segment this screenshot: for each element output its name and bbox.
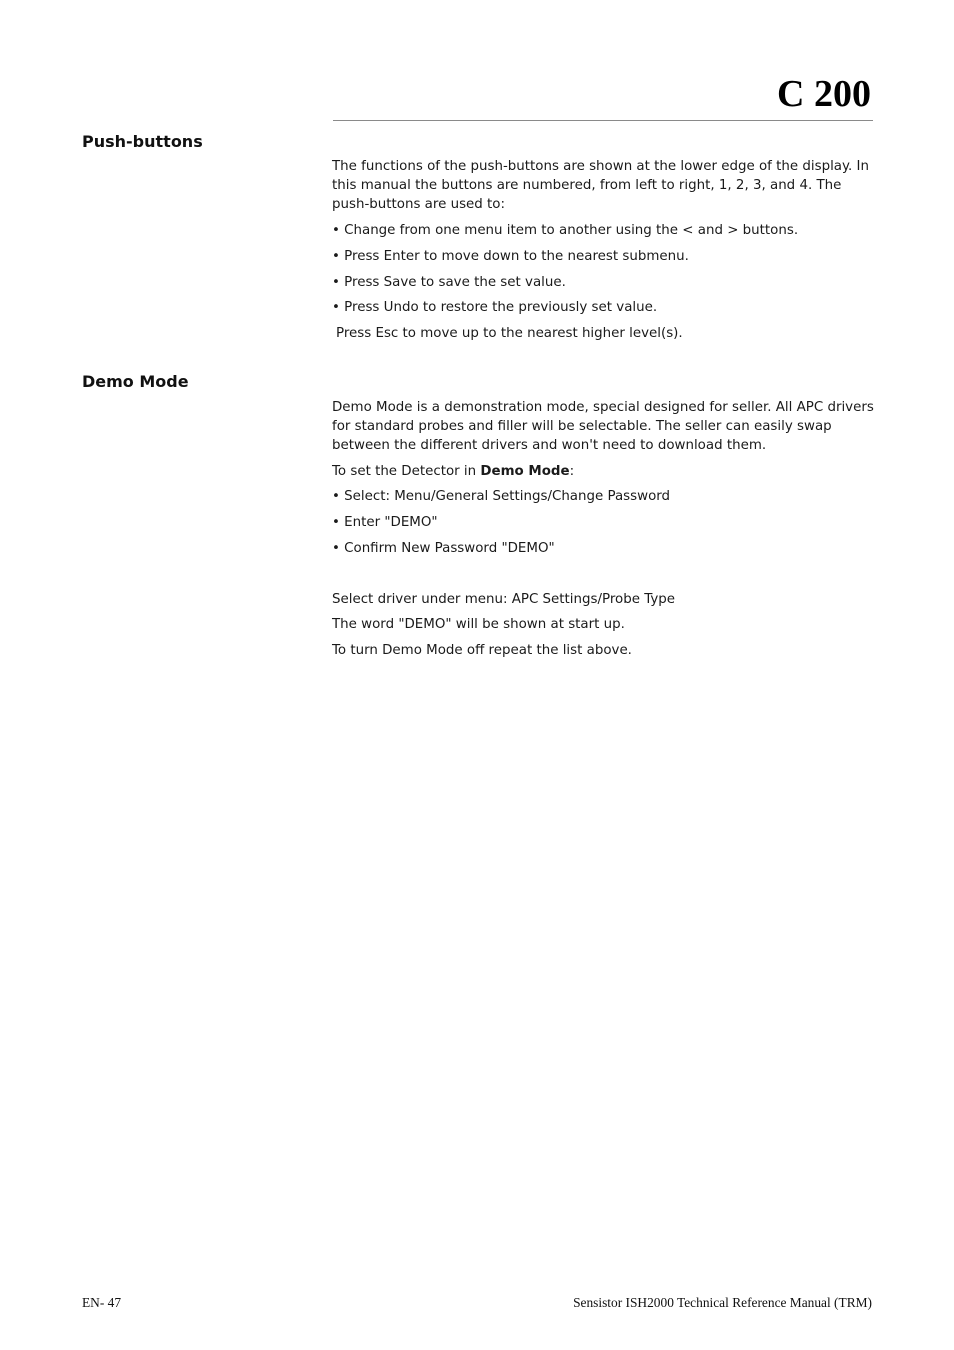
list-item: • Press Undo to restore the previously set value. [332, 300, 658, 315]
demo-mode-after-line: Select driver under menu: APC Settings/Probe Type [332, 592, 675, 607]
section-heading-demo-mode: Demo Mode [82, 372, 189, 391]
push-buttons-intro: The functions of the push-buttons are shown at the lower edge of the display. In this manual the buttons are numbered, from left to right, 1, 2, 3, and 4. The push-buttons are used to: [332, 159, 869, 212]
footer-manual-title: Sensistor ISH2000 Technical Reference Manual (TRM) [573, 1295, 872, 1310]
list-item: • Select: Menu/General Settings/Change Password [332, 489, 671, 504]
list-item: • Press Save to save the set value. [332, 275, 566, 290]
demo-mode-set-suffix: : [569, 464, 575, 479]
demo-mode-after-line: The word "DEMO" will be shown at start up. [332, 617, 625, 632]
demo-mode-set-bold: Demo Mode [480, 464, 570, 479]
demo-mode-intro: Demo Mode is a demonstration mode, special designed for seller. All APC drivers for standard probes and filler will be selectable. The seller can easily swap between the different drivers and won't need to download them. [332, 400, 874, 453]
footer-page-number: EN- 47 [82, 1295, 122, 1310]
list-item: • Confirm New Password "DEMO" [332, 541, 555, 556]
push-buttons-closing: Press Esc to move up to the nearest higher level(s). [336, 326, 683, 341]
header-rule [333, 120, 873, 121]
list-item: • Change from one menu item to another using the < and > buttons. [332, 223, 799, 238]
demo-mode-set-prefix: To set the Detector in [332, 464, 481, 479]
list-item: • Press Enter to move down to the nearest submenu. [332, 249, 689, 264]
demo-mode-set-line [332, 462, 874, 481]
list-item: • Enter "DEMO" [332, 515, 438, 530]
demo-mode-after-line: To turn Demo Mode off repeat the list above. [332, 643, 632, 658]
page-title: C 200 [777, 73, 871, 115]
section-heading-push-buttons: Push-buttons [82, 132, 203, 151]
